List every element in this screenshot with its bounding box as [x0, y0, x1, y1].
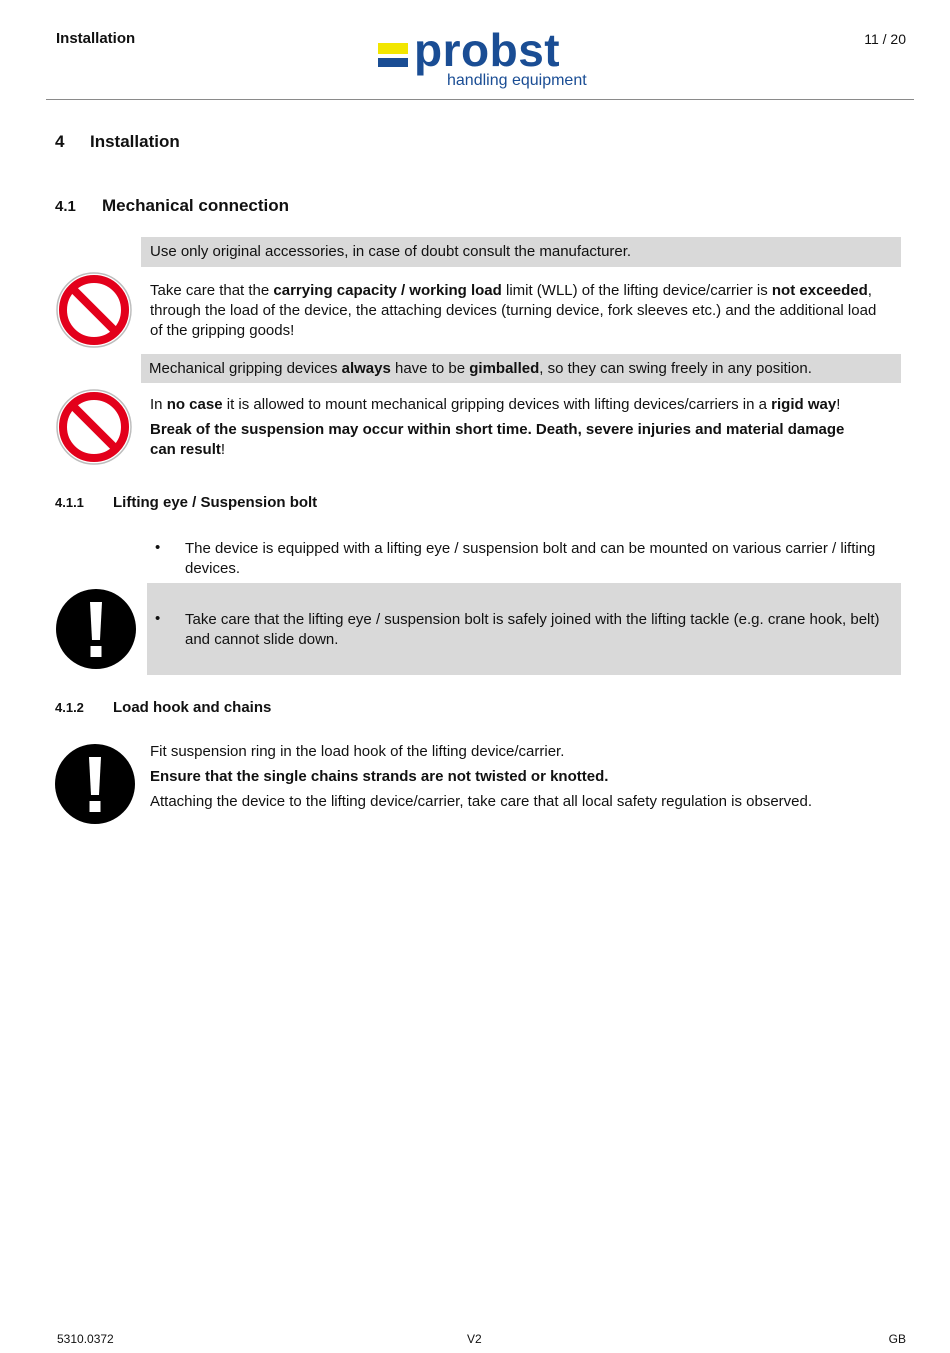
- bullet-text: The device is equipped with a lifting eye / suspension bolt and can be mounted on various carrier / lifting devices.: [185, 540, 876, 577]
- note-text: [149, 359, 812, 379]
- logo-tagline: handling equipment: [447, 72, 587, 89]
- bullet-icon: •: [155, 539, 161, 556]
- footer-language: GB: [888, 1332, 906, 1346]
- footer-doc-number: 5310.0372: [57, 1332, 114, 1346]
- bullet-text: Take care that the lifting eye / suspension bolt is safely joined with the lifting tackle (e.g. crane hook, belt) and cannot slide down.: [185, 611, 880, 648]
- subsubsection-number: 4.1.1: [55, 495, 84, 510]
- bullet-icon: •: [155, 610, 161, 627]
- probst-logo: [378, 24, 592, 94]
- text-run: limit (WLL) of the lifting device/carrier is: [501, 282, 772, 299]
- bold-run: rigid way: [771, 396, 837, 413]
- warning-line: [150, 395, 890, 415]
- bold-run: carrying capacity / working load: [273, 282, 502, 299]
- logo-blue-bar: [378, 58, 408, 67]
- text-run: it is allowed to mount mechanical gripping devices with lifting devices/carriers in a: [222, 396, 772, 413]
- note-text: Use only original accessories, in case of doubt consult the manufacturer.: [150, 243, 632, 260]
- subsubsection-title: Load hook and chains: [113, 699, 272, 716]
- bold-run: not exceeded: [771, 282, 868, 299]
- text-run: , so they can swing freely in any position.: [539, 360, 812, 377]
- warning-paragraph: [150, 395, 890, 460]
- section-title: Installation: [90, 132, 180, 151]
- text-run: In: [150, 396, 167, 413]
- instruction-line-bold: Ensure that the single chains strands are not twisted or knotted.: [150, 768, 609, 785]
- text-run: !: [220, 441, 226, 458]
- subsubsection-title: Lifting eye / Suspension bolt: [113, 494, 318, 511]
- note-box: [141, 354, 901, 383]
- header-section-title: Installation: [56, 30, 136, 47]
- text-run: Mechanical gripping devices: [149, 360, 342, 377]
- bold-run: Break of the suspension may occur within short time. Death, severe injuries and material damage can result: [150, 421, 845, 458]
- bold-run: always: [341, 360, 391, 377]
- text-run: !: [836, 396, 841, 413]
- instruction-line: Fit suspension ring in the load hook of the lifting device/carrier.: [150, 743, 565, 760]
- footer-version: V2: [467, 1332, 482, 1346]
- subsubsection-number: 4.1.2: [55, 700, 84, 715]
- bold-run: gimballed: [469, 360, 540, 377]
- logo-yellow-bar: [378, 43, 408, 54]
- info-box: [147, 583, 901, 675]
- logo-wordmark: probst: [414, 24, 561, 76]
- section-number: 4: [55, 132, 65, 151]
- warning-paragraph: [150, 281, 890, 341]
- text-run: have to be: [390, 360, 470, 377]
- page-number: 11 / 20: [864, 31, 906, 47]
- text-run: , through the load of the device, the attaching devices (turning device, fork sleeves etc.) and the additional load of the gripping goods!: [150, 282, 877, 339]
- prohibition-icon: [55, 388, 133, 466]
- subsection-number: 4.1: [55, 198, 76, 215]
- header-divider: [46, 99, 914, 100]
- subsection-title: Mechanical connection: [102, 196, 290, 215]
- exclamation-icon: [55, 588, 137, 670]
- instruction-line: Attaching the device to the lifting device/carrier, take care that all local safety regulation is observed.: [150, 793, 813, 810]
- bold-run: no case: [166, 396, 223, 413]
- warning-consequence: [150, 420, 865, 460]
- prohibition-icon: [55, 271, 133, 349]
- text-run: Take care that the: [150, 282, 274, 299]
- exclamation-icon: [54, 743, 136, 825]
- note-box: [141, 237, 901, 267]
